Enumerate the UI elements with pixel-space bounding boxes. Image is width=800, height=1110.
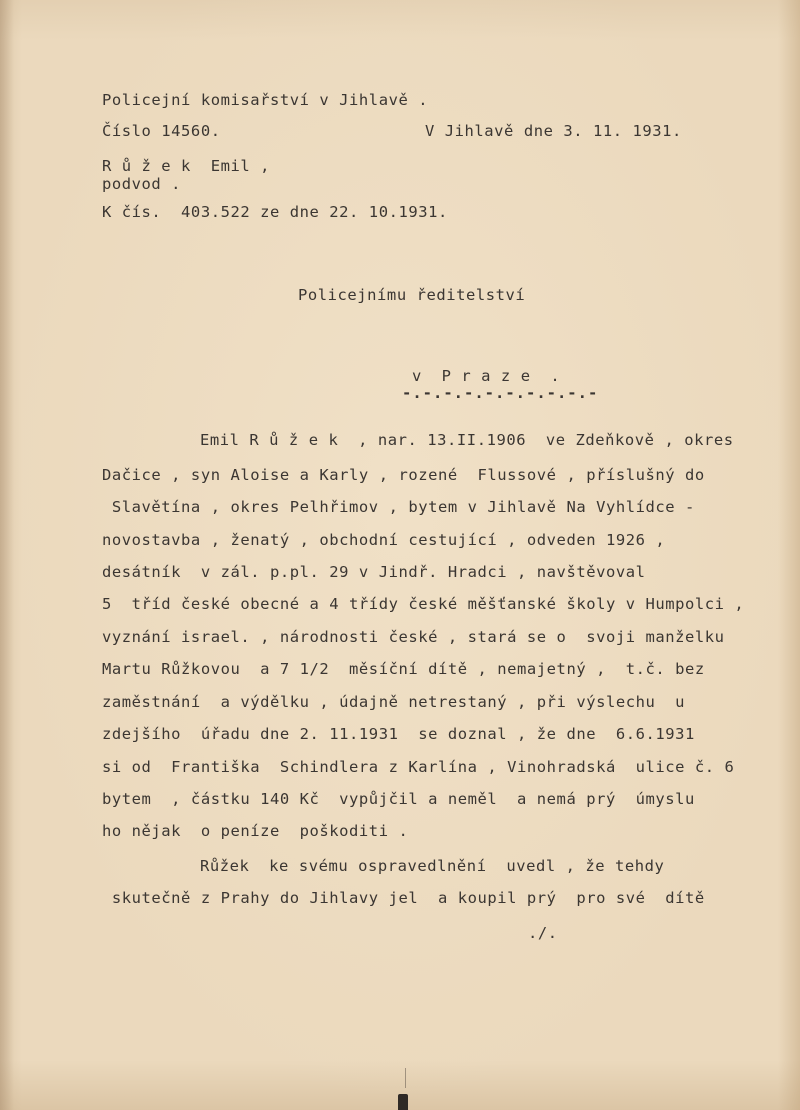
body-line-8: Martu Růžkovou a 7 1/2 měsíční dítě , nemajetný , t.č. bez	[102, 660, 705, 678]
paper-tick-mark	[405, 1068, 406, 1088]
body-line-5: desátník v zál. p.pl. 29 v Jindř. Hradci , navštěvoval	[102, 563, 646, 581]
body-line-13: ho nějak o peníze poškoditi .	[102, 822, 409, 840]
body-line-15: skutečně z Prahy do Jihlavy jel a koupil prý pro své dítě	[102, 889, 705, 907]
body-line-9: zaměstnání a výdělku , údajně netrestaný , při výslechu u	[102, 693, 686, 711]
body-line-4: novostavba , ženatý , obchodní cestující , odveden 1926 ,	[102, 531, 666, 549]
body-line-12: bytem , částku 140 Kč vypůjčil a neměl a nemá prý úmyslu	[102, 790, 695, 808]
offense-line: podvod .	[102, 175, 182, 193]
addressee-city: v P r a z e .	[412, 367, 561, 385]
document-number: Číslo 14560.	[102, 122, 221, 140]
continuation-mark: ./.	[528, 924, 558, 942]
body-line-3: Slavětína , okres Pelhřimov , bytem v Jihlavě Na Vyhlídce -	[102, 498, 695, 516]
subject-name: R ů ž e k Emil ,	[102, 157, 270, 175]
addressee-underline: -.-.-.-.-.-.-.-.-.-	[402, 384, 599, 402]
body-line-10: zdejšího úřadu dne 2. 11.1931 se doznal , že dne 6.6.1931	[102, 725, 695, 743]
body-line-14: Růžek ke svému ospravedlnění uvedl , že tehdy	[200, 857, 665, 875]
body-line-7: vyznání israel. , národnosti české , stará se o svoji manželku	[102, 628, 725, 646]
page-edge-shadow	[0, 0, 14, 1110]
addressee-name: Policejnímu ředitelství	[298, 286, 526, 304]
body-line-1: Emil R ů ž e k , nar. 13.II.1906 ve Zdeňkově , okres	[200, 431, 734, 449]
reference-line: K čís. 403.522 ze dne 22. 10.1931.	[102, 203, 448, 221]
authority-line: Policejní komisařství v Jihlavě .	[102, 91, 429, 109]
body-line-2: Dačice , syn Aloise a Karly , rozené Flussové , příslušný do	[102, 466, 705, 484]
place-date: V Jihlavě dne 3. 11. 1931.	[425, 122, 682, 140]
body-line-6: 5 tříd české obecné a 4 třídy české měšťanské školy v Humpolci ,	[102, 595, 745, 613]
binder-clip	[398, 1094, 408, 1110]
body-line-11: si od Františka Schindlera z Karlína , Vinohradská ulice č. 6	[102, 758, 735, 776]
